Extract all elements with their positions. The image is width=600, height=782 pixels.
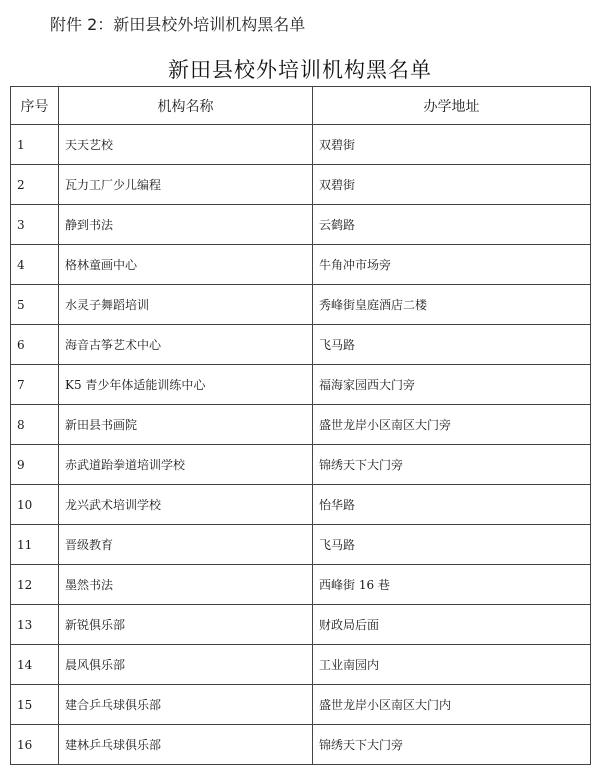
cell-address: 盛世龙岸小区南区大门旁 — [313, 405, 591, 445]
table-header-row — [11, 87, 591, 125]
table-row — [11, 685, 591, 725]
cell-index: 4 — [11, 245, 59, 285]
cell-address: 飞马路 — [313, 325, 591, 365]
cell-institution-name: 新田县书画院 — [59, 405, 313, 445]
document-title: 新田县校外培训机构黑名单 — [168, 58, 432, 82]
table-row — [11, 405, 591, 445]
table-row — [11, 205, 591, 245]
cell-index: 5 — [11, 285, 59, 325]
cell-address: 锦绣天下大门旁 — [313, 725, 591, 765]
table-row — [11, 725, 591, 765]
table-row — [11, 485, 591, 525]
cell-index: 9 — [11, 445, 59, 485]
cell-index: 2 — [11, 165, 59, 205]
cell-index: 7 — [11, 365, 59, 405]
cell-institution-name: 瓦力工厂少儿编程 — [59, 165, 313, 205]
blacklist-table — [10, 86, 591, 765]
cell-institution-name: 赤武道跆拳道培训学校 — [59, 445, 313, 485]
cell-index: 10 — [11, 485, 59, 525]
table-row — [11, 165, 591, 205]
cell-institution-name: 晋级教育 — [59, 525, 313, 565]
cell-address: 飞马路 — [313, 525, 591, 565]
cell-institution-name: 建林乒乓球俱乐部 — [59, 725, 313, 765]
cell-address: 怡华路 — [313, 485, 591, 525]
cell-index: 12 — [11, 565, 59, 605]
table-row — [11, 525, 591, 565]
header-index: 序号 — [11, 87, 59, 125]
table-row — [11, 245, 591, 285]
cell-address: 福海家园西大门旁 — [313, 365, 591, 405]
cell-index: 16 — [11, 725, 59, 765]
cell-institution-name: 水灵子舞蹈培训 — [59, 285, 313, 325]
table-row — [11, 125, 591, 165]
cell-index: 8 — [11, 405, 59, 445]
cell-index: 11 — [11, 525, 59, 565]
table-row — [11, 285, 591, 325]
cell-institution-name: 龙兴武术培训学校 — [59, 485, 313, 525]
cell-address: 秀峰街皇庭酒店二楼 — [313, 285, 591, 325]
cell-address: 牛角冲市场旁 — [313, 245, 591, 285]
table-row — [11, 325, 591, 365]
cell-address: 盛世龙岸小区南区大门内 — [313, 685, 591, 725]
cell-address: 云鹤路 — [313, 205, 591, 245]
cell-address: 双碧街 — [313, 125, 591, 165]
cell-address: 双碧街 — [313, 165, 591, 205]
cell-address: 财政局后面 — [313, 605, 591, 645]
table-row — [11, 645, 591, 685]
cell-index: 13 — [11, 605, 59, 645]
cell-institution-name: 晨风俱乐部 — [59, 645, 313, 685]
table-row — [11, 445, 591, 485]
cell-address: 锦绣天下大门旁 — [313, 445, 591, 485]
cell-institution-name: 格林童画中心 — [59, 245, 313, 285]
cell-institution-name: 墨然书法 — [59, 565, 313, 605]
cell-institution-name: 建合乒乓球俱乐部 — [59, 685, 313, 725]
cell-index: 14 — [11, 645, 59, 685]
table-row — [11, 365, 591, 405]
cell-institution-name: 新锐俱乐部 — [59, 605, 313, 645]
cell-index: 3 — [11, 205, 59, 245]
cell-address: 西峰街 16 巷 — [313, 565, 591, 605]
cell-institution-name: 海音古筝艺术中心 — [59, 325, 313, 365]
cell-index: 15 — [11, 685, 59, 725]
table-row — [11, 565, 591, 605]
cell-index: 6 — [11, 325, 59, 365]
cell-index: 1 — [11, 125, 59, 165]
cell-institution-name: 静到书法 — [59, 205, 313, 245]
cell-institution-name: 天天艺校 — [59, 125, 313, 165]
header-address: 办学地址 — [313, 87, 591, 125]
cell-address: 工业南园内 — [313, 645, 591, 685]
table-row — [11, 605, 591, 645]
attachment-label: 附件 2：新田县校外培训机构黑名单 — [50, 15, 306, 34]
header-institution-name: 机构名称 — [59, 87, 313, 125]
cell-institution-name: K5 青少年体适能训练中心 — [59, 365, 313, 405]
